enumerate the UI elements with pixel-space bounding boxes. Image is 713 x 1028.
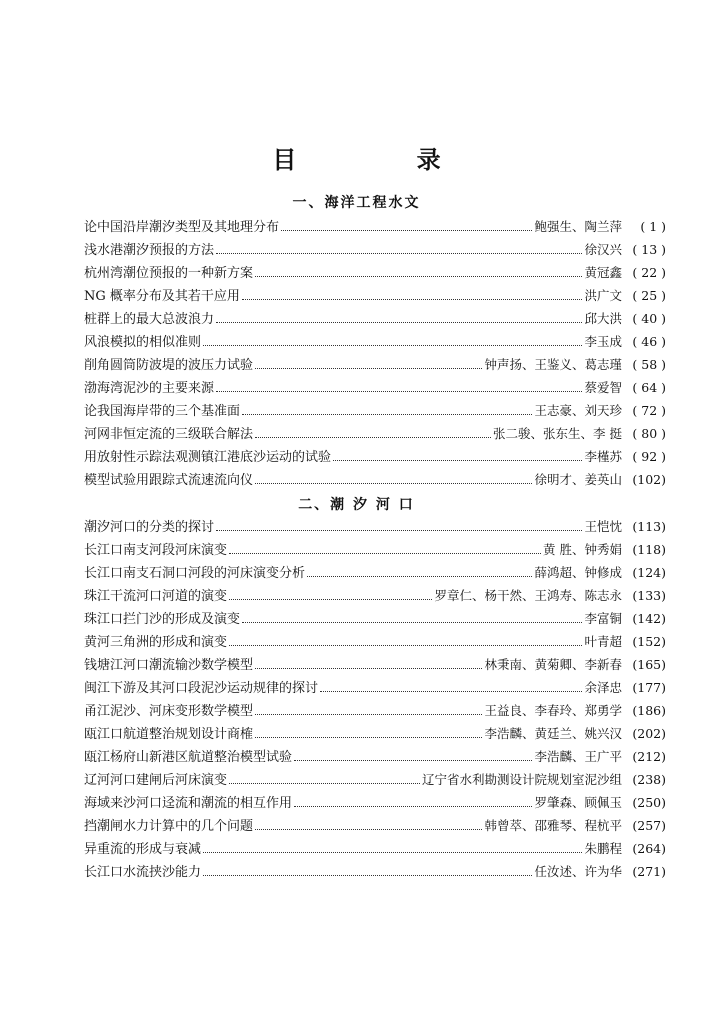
toc-entry-title: 异重流的形成与衰减 xyxy=(84,842,202,857)
toc-entry-title: 珠江干流河口河道的演变 xyxy=(84,589,228,604)
toc-entry-page: (271) xyxy=(632,864,666,879)
dot-leader xyxy=(216,530,582,531)
toc-entry-title: 瓯江口航道整治规划设计商榷 xyxy=(84,727,254,742)
dot-leader xyxy=(294,760,532,761)
dot-leader xyxy=(255,368,482,369)
dot-leader xyxy=(229,599,432,600)
dot-leader xyxy=(216,391,582,392)
dot-leader xyxy=(255,437,491,438)
toc-entry-page: ( 25 ) xyxy=(632,288,666,303)
dot-leader xyxy=(203,875,532,876)
dot-leader xyxy=(242,299,583,300)
toc-entry xyxy=(84,377,666,400)
toc-entry-title: 长江口水流挟沙能力 xyxy=(84,865,202,880)
toc-entry-authors: 李玉成 xyxy=(584,334,622,349)
dot-leader xyxy=(255,668,482,669)
toc-entry-page: (202) xyxy=(632,726,666,741)
toc-list-tidal-estuary xyxy=(84,516,666,884)
toc-entry-title: 钱塘江河口潮流输沙数学模型 xyxy=(84,658,254,673)
toc-entry-title: 甬江泥沙、河床变形数学模型 xyxy=(84,704,254,719)
toc-entry xyxy=(84,354,666,377)
toc-entry-authors: 辽宁省水利勘测设计院规划室泥沙组 xyxy=(421,772,622,787)
dot-leader xyxy=(255,483,532,484)
toc-entry-page: ( 64 ) xyxy=(632,380,666,395)
toc-entry-page: (250) xyxy=(632,795,666,810)
toc-entry-page: ( 58 ) xyxy=(632,357,666,372)
dot-leader xyxy=(216,253,582,254)
toc-entry xyxy=(84,285,666,308)
toc-entry xyxy=(84,400,666,423)
toc-entry-authors: 黄 胜、钟秀娟 xyxy=(543,542,622,557)
toc-list-ocean-engineering xyxy=(84,216,666,492)
dot-leader xyxy=(281,230,532,231)
toc-entry-page: (118) xyxy=(632,542,666,557)
toc-entry-title: NG 概率分布及其若干应用 xyxy=(84,289,240,304)
dot-leader xyxy=(216,322,582,323)
toc-entry xyxy=(84,469,666,492)
toc-entry-title: 浅水港潮汐预报的方法 xyxy=(84,243,215,258)
dot-leader xyxy=(294,806,532,807)
toc-entry xyxy=(84,631,666,654)
toc-entry-page: ( 1 ) xyxy=(640,219,666,234)
toc-entry-authors: 韩曾萃、邵雅琴、程杭平 xyxy=(484,818,622,833)
toc-entry xyxy=(84,723,666,746)
toc-entry-authors: 王志豪、刘天珍 xyxy=(534,403,622,418)
toc-entry-authors: 薛鸿超、钟修成 xyxy=(534,565,622,580)
toc-entry-title: 渤海湾泥沙的主要来源 xyxy=(84,381,215,396)
toc-entry-authors: 叶青超 xyxy=(584,634,622,649)
toc-entry-page: ( 40 ) xyxy=(632,311,666,326)
toc-entry xyxy=(84,331,666,354)
toc-entry-title: 用放射性示踪法观测镇江港底沙运动的试验 xyxy=(84,450,332,465)
toc-entry-title: 风浪模拟的相似准则 xyxy=(84,335,202,350)
dot-leader xyxy=(255,714,482,715)
toc-entry-authors: 李浩麟、王广平 xyxy=(534,749,622,764)
toc-entry-page: (212) xyxy=(632,749,666,764)
dot-leader xyxy=(229,783,420,784)
dot-leader xyxy=(307,576,532,577)
toc-entry-title: 桩群上的最大总波浪力 xyxy=(84,312,215,327)
dot-leader xyxy=(255,276,582,277)
toc-entry-page: ( 13 ) xyxy=(632,242,666,257)
toc-entry-page: ( 46 ) xyxy=(632,334,666,349)
toc-entry-title: 论中国沿岸潮汐类型及其地理分布 xyxy=(84,220,280,235)
toc-entry-authors: 徐明才、姜英山 xyxy=(534,472,622,487)
toc-entry-authors: 林秉南、黄菊卿、李新春 xyxy=(484,657,622,672)
toc-entry-title: 黄河三角洲的形成和演变 xyxy=(84,635,228,650)
toc-entry xyxy=(84,769,666,792)
toc-entry xyxy=(84,539,666,562)
toc-entry-title: 海域来沙河口迳流和潮流的相互作用 xyxy=(84,796,293,811)
toc-entry-title: 模型试验用跟踪式流速流向仪 xyxy=(84,473,254,488)
toc-entry-authors: 黄冠鑫 xyxy=(584,265,622,280)
section-heading-2: 二、潮 汐 河 口 xyxy=(298,497,415,513)
toc-entry xyxy=(84,654,666,677)
dot-leader xyxy=(255,829,482,830)
toc-entry-authors: 王恺忱 xyxy=(584,519,622,534)
toc-entry-authors: 李富铜 xyxy=(584,611,622,626)
toc-entry xyxy=(84,216,666,239)
dot-leader xyxy=(242,414,532,415)
toc-entry-authors: 李浩麟、黄廷兰、姚兴汉 xyxy=(484,726,622,741)
toc-entry-title: 长江口南支河段河床演变 xyxy=(84,543,228,558)
toc-entry-authors: 钟声扬、王鉴义、葛志瑾 xyxy=(484,357,622,372)
toc-entry-title: 论我国海岸带的三个基准面 xyxy=(84,404,241,419)
toc-entry-page: ( 22 ) xyxy=(632,265,666,280)
dot-leader xyxy=(255,737,482,738)
toc-entry xyxy=(84,423,666,446)
toc-entry-page: ( 92 ) xyxy=(632,449,666,464)
toc-entry-page: (102) xyxy=(632,472,666,487)
toc-entry-authors: 邱大洪 xyxy=(584,311,622,326)
toc-entry-authors: 李槿苏 xyxy=(584,449,622,464)
toc-entry-page: (264) xyxy=(632,841,666,856)
dot-leader xyxy=(333,460,582,461)
toc-entry-page: (186) xyxy=(632,703,666,718)
toc-entry-page: (142) xyxy=(632,611,666,626)
toc-entry-page: (124) xyxy=(632,565,666,580)
toc-entry-page: (165) xyxy=(632,657,666,672)
toc-entry-title: 长江口南支石洞口河段的河床演变分析 xyxy=(84,566,306,581)
toc-entry-authors: 余泽忠 xyxy=(584,680,622,695)
dot-leader xyxy=(320,691,582,692)
toc-entry-authors: 罗章仁、杨干然、王鸿寿、陈志永 xyxy=(434,588,622,603)
dot-leader xyxy=(229,645,582,646)
section-heading-1: 一、海洋工程水文 xyxy=(292,195,421,211)
toc-entry-authors: 徐汉兴 xyxy=(584,242,622,257)
toc-entry-title: 杭州湾潮位预报的一种新方案 xyxy=(84,266,254,281)
toc-entry xyxy=(84,700,666,723)
toc-entry-title: 瓯江杨府山新港区航道整治模型试验 xyxy=(84,750,293,765)
toc-entry xyxy=(84,446,666,469)
page-title: 目 录 xyxy=(272,145,497,174)
toc-entry-authors: 蔡爱智 xyxy=(584,380,622,395)
dot-leader xyxy=(203,345,582,346)
toc-entry-page: ( 72 ) xyxy=(632,403,666,418)
toc-entry-title: 河网非恒定流的三级联合解法 xyxy=(84,427,254,442)
toc-entry-page: (113) xyxy=(632,519,666,534)
toc-entry-page: (133) xyxy=(632,588,666,603)
toc-entry xyxy=(84,608,666,631)
toc-entry xyxy=(84,838,666,861)
toc-entry-authors: 张二骏、张东生、李 挺 xyxy=(493,426,622,441)
toc-entry-title: 珠江口拦门沙的形成及演变 xyxy=(84,612,241,627)
dot-leader xyxy=(229,553,541,554)
dot-leader xyxy=(203,852,582,853)
toc-entry-authors: 王益良、李春玲、郑勇学 xyxy=(484,703,622,718)
toc-entry-authors: 朱鹏程 xyxy=(584,841,622,856)
toc-entry xyxy=(84,516,666,539)
toc-entry-page: (257) xyxy=(632,818,666,833)
toc-entry-authors: 罗肇森、顾佩玉 xyxy=(534,795,622,810)
toc-entry-page: (177) xyxy=(632,680,666,695)
toc-entry xyxy=(84,677,666,700)
toc-entry xyxy=(84,262,666,285)
toc-entry-page: (152) xyxy=(632,634,666,649)
toc-entry-title: 削角圆筒防波堤的波压力试验 xyxy=(84,358,254,373)
toc-entry xyxy=(84,562,666,585)
toc-entry xyxy=(84,792,666,815)
toc-entry-title: 潮汐河口的分类的探讨 xyxy=(84,520,215,535)
toc-entry xyxy=(84,746,666,769)
toc-entry-title: 挡潮闸水力计算中的几个问题 xyxy=(84,819,254,834)
toc-entry-authors: 任汝述、许为华 xyxy=(534,864,622,879)
toc-entry xyxy=(84,308,666,331)
toc-entry-title: 辽河河口建闸后河床演变 xyxy=(84,773,228,788)
dot-leader xyxy=(242,622,582,623)
toc-entry-page: (238) xyxy=(632,772,666,787)
toc-entry-title: 闽江下游及其河口段泥沙运动规律的探讨 xyxy=(84,681,319,696)
toc-entry xyxy=(84,815,666,838)
toc-entry-authors: 洪广文 xyxy=(584,288,622,303)
toc-entry xyxy=(84,861,666,884)
toc-entry xyxy=(84,239,666,262)
toc-entry xyxy=(84,585,666,608)
toc-entry-page: ( 80 ) xyxy=(632,426,666,441)
toc-entry-authors: 鲍强生、陶兰萍 xyxy=(534,219,622,234)
